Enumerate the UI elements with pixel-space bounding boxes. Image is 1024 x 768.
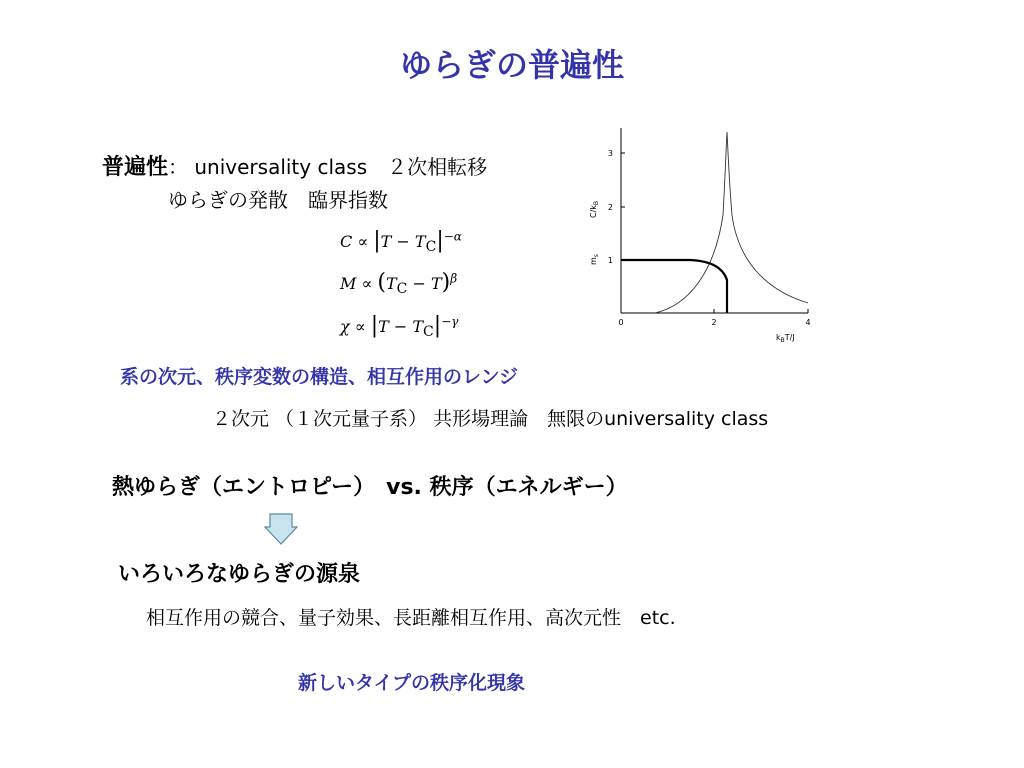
equation-c: $C \propto |T - T_C|^{-\alpha}$ (340, 228, 462, 256)
new-ordering-phenomena: 新しいタイプの秩序化現象 (298, 672, 526, 694)
sources-heading: いろいろなゆらぎの源泉 (118, 562, 361, 587)
definition-term: 普遍性 (102, 155, 169, 180)
x-tick-2: 2 (711, 318, 717, 327)
system-factors: 系の次元、秩序変数の構造、相互作用のレンジ (120, 366, 519, 388)
y-label-magnetization: $m_s$ (589, 254, 600, 265)
definition-line-2: ゆらぎの発散 臨界指数 (168, 188, 388, 212)
equation-m: $M \propto (T_C - T)^\beta$ (340, 270, 458, 298)
x-tick-0: 0 (618, 318, 624, 327)
x-tick-4: 4 (805, 318, 811, 327)
equation-chi: $\chi \propto |T - T_C|^{-\gamma}$ (340, 313, 459, 341)
page-title: ゆらぎの普遍性 (399, 46, 624, 84)
dimension-line: ２次元 （１次元量子系） 共形場理論 無限のuniversality class (212, 408, 769, 430)
heat-vs-order: 熱ゆらぎ（エントロピー） vs. 秩序（エネルギー） (112, 475, 628, 500)
y-tick-2: 2 (607, 203, 613, 212)
y-tick-3: 3 (607, 149, 613, 158)
y-label-specific-heat: $C/k_B$ (589, 200, 600, 218)
definition-text-1: universality class ２次相転移 (194, 155, 488, 179)
critical-plot (580, 120, 830, 345)
specific-heat-curve (655, 132, 808, 313)
definition-line-1 (102, 150, 487, 181)
competition-line: 相互作用の競合、量子効果、長距離相互作用、高次元性 etc. (146, 607, 676, 629)
y-tick-1: 1 (607, 256, 613, 265)
down-arrow-icon (264, 513, 298, 545)
definition-colon: ： (168, 155, 189, 179)
x-label: $k_BT/J$ (776, 333, 795, 344)
